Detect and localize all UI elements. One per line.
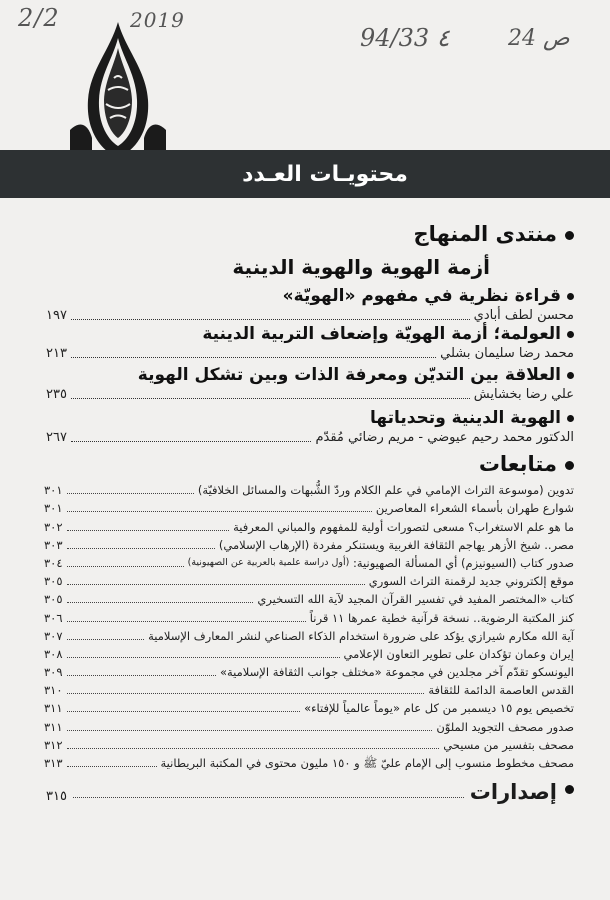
bullet-icon — [565, 785, 574, 794]
bullet-icon — [567, 415, 574, 422]
page-number: ٣١٢ — [44, 737, 63, 752]
toc-article — [46, 285, 574, 324]
handwritten-note: 2019 — [130, 8, 185, 32]
leader-dots — [67, 730, 433, 731]
leader-dots — [67, 566, 184, 567]
toc-article — [46, 407, 574, 446]
list-item: إيران وعمان تؤكدان على تطوير التعاون الإعلامي ٣٠٨ — [44, 646, 574, 661]
followups-list — [44, 480, 574, 771]
page-number: ٣١١ — [44, 701, 63, 716]
list-item: القدس العاصمة الدائمة للثقافة ٣١٠ — [44, 683, 574, 698]
leader-dots — [71, 398, 470, 399]
section-label: منتدى المنهاج — [413, 222, 557, 246]
leader-dots — [67, 748, 440, 749]
article-title: العلاقة بين التديّن ومعرفة الذات وبين تشكل الهوية — [46, 364, 574, 386]
toc-article — [46, 364, 574, 403]
leader-dots — [67, 548, 215, 549]
handwritten-note: 2/2 — [18, 4, 60, 32]
leader-dots — [67, 493, 194, 494]
article-title: العولمة؛ أزمة الهويّة وإضعاف التربية الدينية — [46, 323, 574, 345]
article-author: محسن لطف أبادي — [473, 308, 574, 323]
page-number: ٣٠١ — [44, 501, 63, 516]
page-number: ٣٠٩ — [44, 665, 63, 680]
page-number: ٢٣٥ — [46, 387, 67, 402]
leader-dots — [67, 711, 301, 712]
bullet-icon — [567, 293, 574, 300]
page-number: ٣٠٦ — [44, 610, 63, 625]
section-label: متابعات — [478, 452, 557, 476]
article-author: علي رضا بخشايش — [473, 387, 574, 402]
page-number: ٣٠٧ — [44, 628, 63, 643]
list-item: شوارع طهران بأسماء الشعراء المعاصرين ٣٠١ — [44, 501, 574, 516]
calligraphy-ornament-icon — [70, 20, 166, 160]
list-item: مصحف بتفسير من مسيحي ٣١٢ — [44, 737, 574, 752]
article-author: الدكتور محمد رحيم عيوضي - مريم رضائي مُقدّم — [315, 430, 574, 445]
list-item: اليونسكو تقدّم آخر مجلدين في مجموعة «مختلف جوانب الثقافة الإسلامية» ٣٠٩ — [44, 665, 574, 680]
list-item: صدور مصحف التجويد الملوّن ٣١١ — [44, 719, 574, 734]
page-number: ٣٠٥ — [44, 574, 63, 589]
article-title: قراءة نظرية في مفهوم «الهويّة» — [46, 285, 574, 307]
page-number: ٣٠٤ — [44, 555, 63, 570]
leader-dots — [67, 766, 157, 767]
article-author: محمد رضا سليمان بشلي — [440, 346, 574, 361]
bullet-icon — [565, 231, 574, 240]
leader-dots — [67, 511, 372, 512]
list-item: كنز المكتبة الرضوية.. نسخة قرآنية خطية عمرها ١١ قرناً ٣٠٦ — [44, 610, 574, 625]
toc-issuances — [46, 780, 574, 804]
section-title-issuances: إصدارات — [469, 780, 557, 804]
page-number: ٣١٠ — [44, 683, 63, 698]
list-item: تخصيص يوم ١٥ ديسمبر من كل عام «يوماً عالمياً للإفتاء» ٣١١ — [44, 701, 574, 716]
leader-dots — [67, 693, 425, 694]
leader-dots — [71, 357, 436, 358]
handwritten-note: 24 ص — [508, 26, 570, 51]
list-item: صدور كتاب (السيونيزم) أي المسألة الصهيونية: (أول دراسة علمية بالعربية عن الصهيونية) ٣٠٤ — [44, 555, 574, 570]
leader-dots — [71, 319, 470, 320]
bullet-icon — [567, 372, 574, 379]
article-author-line — [46, 386, 574, 403]
handwritten-note: 94/33 ٤ — [360, 24, 450, 52]
page-number: ٣٠٨ — [44, 646, 63, 661]
page-number: ٢١٣ — [46, 346, 67, 361]
leader-dots — [67, 584, 365, 585]
leader-dots — [67, 621, 306, 622]
page-number: ٣٠٢ — [44, 519, 63, 534]
leader-dots — [67, 530, 230, 531]
leader-dots — [73, 797, 464, 798]
page-number: ٣١١ — [44, 719, 63, 734]
section-title-followups — [479, 452, 574, 476]
list-item: مصر.. شيخ الأزهر يهاجم الثقافة الغربية ويستنكر مفردة (الإرهاب الإسلامي) ٣٠٣ — [44, 537, 574, 552]
page-number: ٢٦٧ — [46, 430, 67, 445]
list-item: تدوين (موسوعة التراث الإمامي في علم الكلام وردّ الشُّبهات والمسائل الخلافيّة) ٣٠١ — [44, 483, 574, 498]
article-author-line — [46, 429, 574, 446]
leader-dots — [67, 675, 216, 676]
leader-dots — [67, 657, 340, 658]
toc-article — [46, 323, 574, 362]
list-item: كتاب «المختصر المفيد في تفسير القرآن المجيد لآية الله التسخيري ٣٠٥ — [44, 592, 574, 607]
list-item: ما هو علم الاستغراب؟ مسعى لتصورات أولية للمفهوم والمباني المعرفية ٣٠٢ — [44, 519, 574, 534]
page-number: ٣١٣ — [44, 756, 63, 770]
section-title-forum — [414, 222, 574, 246]
forum-subtitle: أزمة الهوية والهوية الدينية — [232, 255, 490, 279]
page-number: ٣٠١ — [44, 483, 63, 498]
page-title: محتويـات العـدد — [242, 161, 408, 187]
leader-dots — [67, 602, 254, 603]
bullet-icon — [565, 461, 574, 470]
list-item: مصحف مخطوط منسوب إلى الإمام عليّ ﷺ و ١٥٠ مليون محتوى في المكتبة البريطانية ٣١٣ — [44, 756, 574, 770]
article-author-line — [46, 307, 574, 324]
article-title: الهوية الدينية وتحدياتها — [46, 407, 574, 429]
bullet-icon — [567, 331, 574, 338]
leader-dots — [67, 639, 145, 640]
page-number: ٣٠٥ — [44, 592, 63, 607]
list-item: موقع إلكتروني جديد لرقمنة التراث السوري ٣٠٥ — [44, 574, 574, 589]
leader-dots — [71, 441, 312, 442]
contents-header-bar — [0, 150, 610, 198]
page-number: ٣١٥ — [46, 789, 67, 804]
list-item: آية الله مكارم شيرازي يؤكد على ضرورة استخدام الذكاء الصناعي لنشر المعارف الإسلامية ٣٠٧ — [44, 628, 574, 643]
page-number: ٣٠٣ — [44, 537, 63, 552]
page-number: ١٩٧ — [46, 308, 67, 323]
article-author-line — [46, 345, 574, 362]
